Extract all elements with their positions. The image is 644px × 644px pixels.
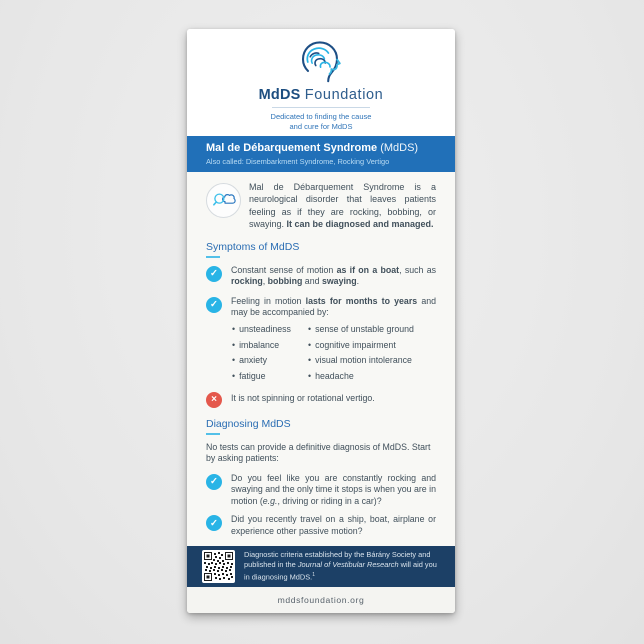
tagline-line-2: and cure for MdDS — [289, 121, 353, 131]
check-icon: ✓ — [206, 297, 222, 313]
intro-paragraph — [249, 181, 436, 231]
text-segment: , such as — [399, 264, 436, 275]
bullet-label: fatigue — [239, 370, 266, 381]
syndrome-title-main: Mal de Débarquement Syndrome — [206, 142, 378, 154]
text-segment: Feeling in motion — [231, 295, 306, 306]
footnote-marker: 1 — [312, 572, 315, 579]
card-content — [187, 172, 455, 546]
footnote-text — [244, 550, 441, 583]
text-segment: and may be accompanied by: — [231, 295, 437, 318]
symptom-item-2 — [206, 296, 436, 319]
symptom-item-2-text — [231, 296, 436, 319]
bullet-item — [308, 355, 436, 366]
question-item-2-text: Did you recently travel on a ship, boat, airplane or experience other passive motion? — [231, 514, 436, 537]
question-item-1-text — [231, 473, 436, 508]
journal-title-italic: Journal of Vestibular Research — [297, 560, 399, 570]
symptoms-heading: Symptoms of MdDS — [206, 240, 300, 253]
symptom-item-1 — [206, 265, 436, 288]
text-segment: . — [356, 276, 360, 287]
intro-text: Mal de Débarquement Syndrome is a neurological disorder that leaves patients feeling as if they are rocking, bobbing, or swaying. — [249, 182, 436, 230]
title-bar — [187, 136, 455, 172]
bullet-dot: • — [232, 355, 236, 365]
bullet-label: cognitive impairment — [315, 339, 396, 350]
x-icon: × — [206, 392, 222, 408]
text-segment-bold: rocking — [231, 276, 263, 287]
bullet-label: unsteadiness — [239, 324, 291, 334]
bullet-item — [232, 355, 308, 366]
bullet-dot: • — [232, 370, 236, 381]
syndrome-title-abbr: (MdDS) — [377, 142, 419, 154]
magnifier-brain-icon — [206, 183, 241, 218]
website-url: mddsfoundation.org — [187, 587, 455, 613]
rack-card — [187, 29, 455, 613]
bullet-item — [308, 340, 436, 351]
bullet-label: sense of unstable ground — [315, 324, 414, 334]
bullet-dot: • — [232, 324, 236, 334]
diagnosing-heading: Diagnosing MdDS — [206, 417, 291, 430]
bullet-label: visual motion intolerance — [315, 355, 412, 365]
heading-rule — [206, 256, 220, 258]
brand-name-rest: Foundation — [304, 87, 384, 103]
text-segment: , driving or riding in a car)? — [277, 495, 382, 506]
intro-section — [206, 181, 436, 231]
brand-divider — [272, 107, 370, 108]
negative-note-text: It is not spinning or rotational vertigo. — [231, 393, 375, 404]
symptom-item-1-text — [231, 265, 436, 288]
text-segment: and — [302, 276, 322, 287]
tagline-line-1: Dedicated to finding the cause — [270, 112, 372, 121]
bullet-dot: • — [232, 339, 236, 350]
bullet-dot: • — [308, 324, 312, 334]
symptom-bullet-list — [232, 324, 436, 382]
check-icon: ✓ — [206, 266, 222, 282]
bullet-item — [308, 371, 436, 382]
bullet-dot: • — [308, 339, 312, 350]
diagnosing-intro: No tests can provide a definitive diagnosis of MdDS. Start by asking patients: — [206, 441, 431, 464]
text-segment-italic: e.g. — [262, 495, 278, 506]
text-segment-bold: lasts for months to years — [305, 295, 418, 306]
question-item-2 — [206, 514, 436, 537]
bullet-label: imbalance — [239, 339, 280, 350]
brand-name — [187, 87, 455, 103]
text-segment: Do you feel like you are constantly rocking and swaying and the only time it stops is when you are in motion ( — [231, 472, 436, 506]
question-item-1 — [206, 473, 436, 508]
bullet-item — [232, 324, 308, 335]
brain-head-logo-icon — [187, 38, 455, 86]
card-header — [187, 29, 455, 136]
bullet-dot: • — [308, 355, 312, 365]
syndrome-subtitle: Also called: Disembarkment Syndrome, Rocking Vertigo — [206, 157, 390, 166]
bullet-item — [308, 324, 436, 335]
text-segment-bold: swaying — [321, 276, 357, 287]
brand-tagline — [187, 112, 455, 131]
bullet-label: anxiety — [239, 355, 267, 365]
heading-rule — [206, 433, 220, 435]
card-footer — [187, 546, 455, 587]
text-segment: Constant sense of motion — [231, 264, 337, 275]
intro-text-bold: It can be diagnosed and managed. — [286, 219, 434, 230]
check-icon: ✓ — [206, 474, 222, 490]
text-segment: , — [262, 276, 268, 287]
syndrome-title — [206, 142, 436, 155]
bullet-item — [232, 340, 308, 351]
text-segment: will aid you in diagnosing MdDS. — [244, 560, 437, 582]
brand-name-bold: MdDS — [258, 87, 301, 103]
bullet-item — [232, 371, 308, 382]
qr-code-icon — [202, 550, 235, 583]
check-icon: ✓ — [206, 515, 222, 531]
bullet-dot: • — [308, 370, 312, 381]
text-segment: Diagnostic criteria established by the Bárány Society and published in the — [244, 549, 431, 570]
text-segment-bold: bobbing — [267, 276, 303, 287]
text-segment-bold: as if on a boat — [336, 264, 400, 275]
bullet-label: headache — [315, 370, 354, 381]
negative-note — [206, 391, 436, 408]
